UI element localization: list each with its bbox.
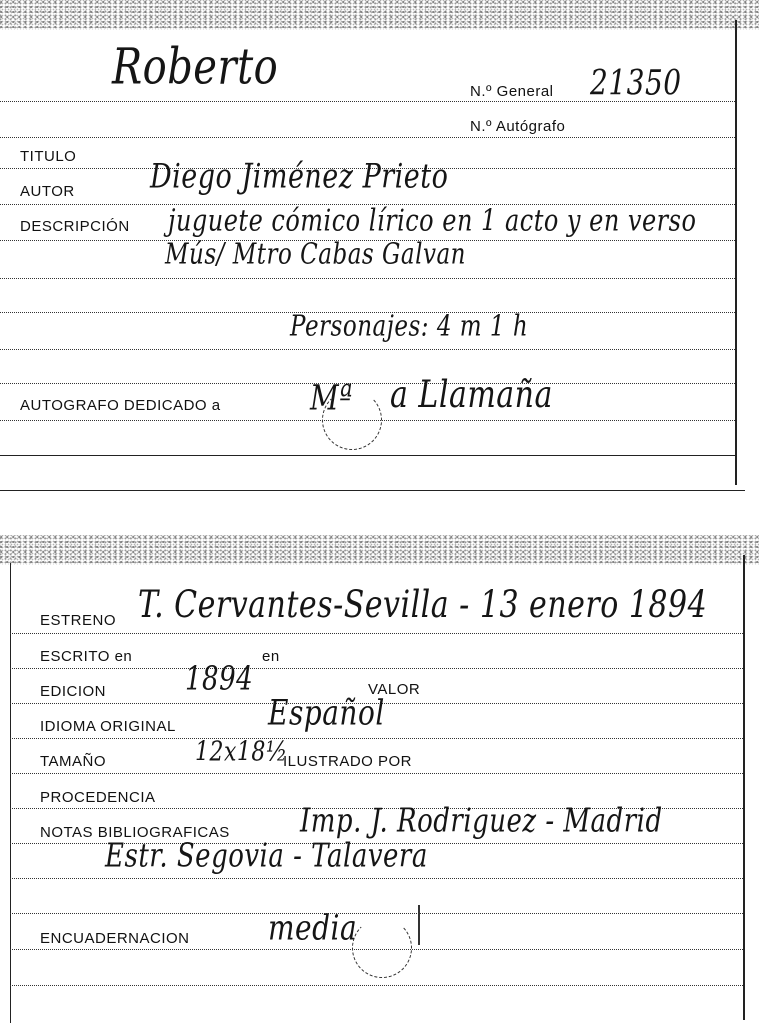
rule-line bbox=[0, 137, 735, 138]
author-label: AUTOR bbox=[20, 183, 75, 200]
written-label: ESCRITO en bbox=[40, 648, 133, 665]
general-number-label: N.º General bbox=[470, 83, 554, 100]
rule-line bbox=[10, 949, 743, 950]
catalog-card-bottom bbox=[0, 535, 759, 1028]
rule-line bbox=[0, 420, 735, 421]
size-label: TAMAÑO bbox=[40, 753, 107, 770]
autograph-number-label: N.º Autógrafo bbox=[470, 118, 566, 135]
description-label: DESCRIPCIÓN bbox=[20, 218, 130, 235]
language-label: IDIOMA ORIGINAL bbox=[40, 718, 176, 735]
dedicated-value: a Llamaña bbox=[390, 373, 553, 417]
premiere-value: T. Cervantes-Sevilla - 13 enero 1894 bbox=[138, 583, 708, 627]
edition-value: 1894 bbox=[185, 660, 254, 698]
rule-line bbox=[10, 985, 743, 986]
bibliographic-label: NOTAS BIBLIOGRAFICAS bbox=[40, 824, 230, 841]
bibliographic-value1: Imp. J. Rodriguez - Madrid bbox=[300, 802, 663, 840]
card-top-bottom-edge bbox=[0, 490, 745, 491]
description-line1: juguete cómico lírico en 1 acto y en verso bbox=[168, 203, 697, 238]
dedicated-value-prefix: Mª bbox=[310, 376, 353, 418]
rule-line bbox=[0, 383, 735, 384]
general-number-value: 21350 bbox=[590, 61, 682, 103]
name-handwritten: Roberto bbox=[112, 38, 279, 96]
rule-line bbox=[10, 913, 743, 914]
rule-line bbox=[10, 773, 743, 774]
punch-hole-mark bbox=[352, 918, 412, 978]
card-top-speckle-edge bbox=[0, 0, 759, 30]
rule-line bbox=[0, 455, 735, 456]
rule-line bbox=[0, 101, 735, 102]
language-value: Español bbox=[268, 691, 385, 733]
author-value: Diego Jiménez Prieto bbox=[150, 157, 449, 196]
provenance-label: PROCEDENCIA bbox=[40, 789, 156, 806]
bibliographic-value2: Estr. Segovia - Talavera bbox=[105, 837, 428, 875]
title-label: TITULO bbox=[20, 148, 77, 165]
rule-line bbox=[10, 878, 743, 879]
rule-line bbox=[10, 738, 743, 739]
card-bottom-right-edge bbox=[743, 555, 745, 1020]
edition-label: EDICION bbox=[40, 683, 107, 700]
premiere-label: ESTRENO bbox=[40, 612, 117, 629]
description-line2: Mús/ Mtro Cabas Galvan bbox=[165, 238, 466, 271]
card-bottom-speckle-edge bbox=[0, 535, 759, 565]
illustrated-label: ILUSTRADO POR bbox=[283, 753, 413, 770]
rule-line bbox=[10, 668, 743, 669]
rule-line bbox=[10, 633, 743, 634]
value-label: VALOR bbox=[368, 681, 421, 698]
binding-value: media bbox=[268, 906, 358, 948]
card-top-right-edge bbox=[735, 20, 737, 485]
rule-line bbox=[0, 349, 735, 350]
characters-note: Personajes: 4 m 1 h bbox=[290, 310, 529, 343]
card-bottom-left-edge bbox=[10, 563, 11, 1023]
written-en-label: en bbox=[262, 648, 280, 665]
size-value: 12x18½ bbox=[195, 736, 288, 768]
rule-line bbox=[0, 278, 735, 279]
pencil-mark bbox=[418, 905, 420, 945]
catalog-card-top bbox=[0, 0, 759, 495]
binding-label: ENCUADERNACION bbox=[40, 930, 190, 947]
dedicated-label: AUTOGRAFO DEDICADO a bbox=[20, 397, 221, 414]
